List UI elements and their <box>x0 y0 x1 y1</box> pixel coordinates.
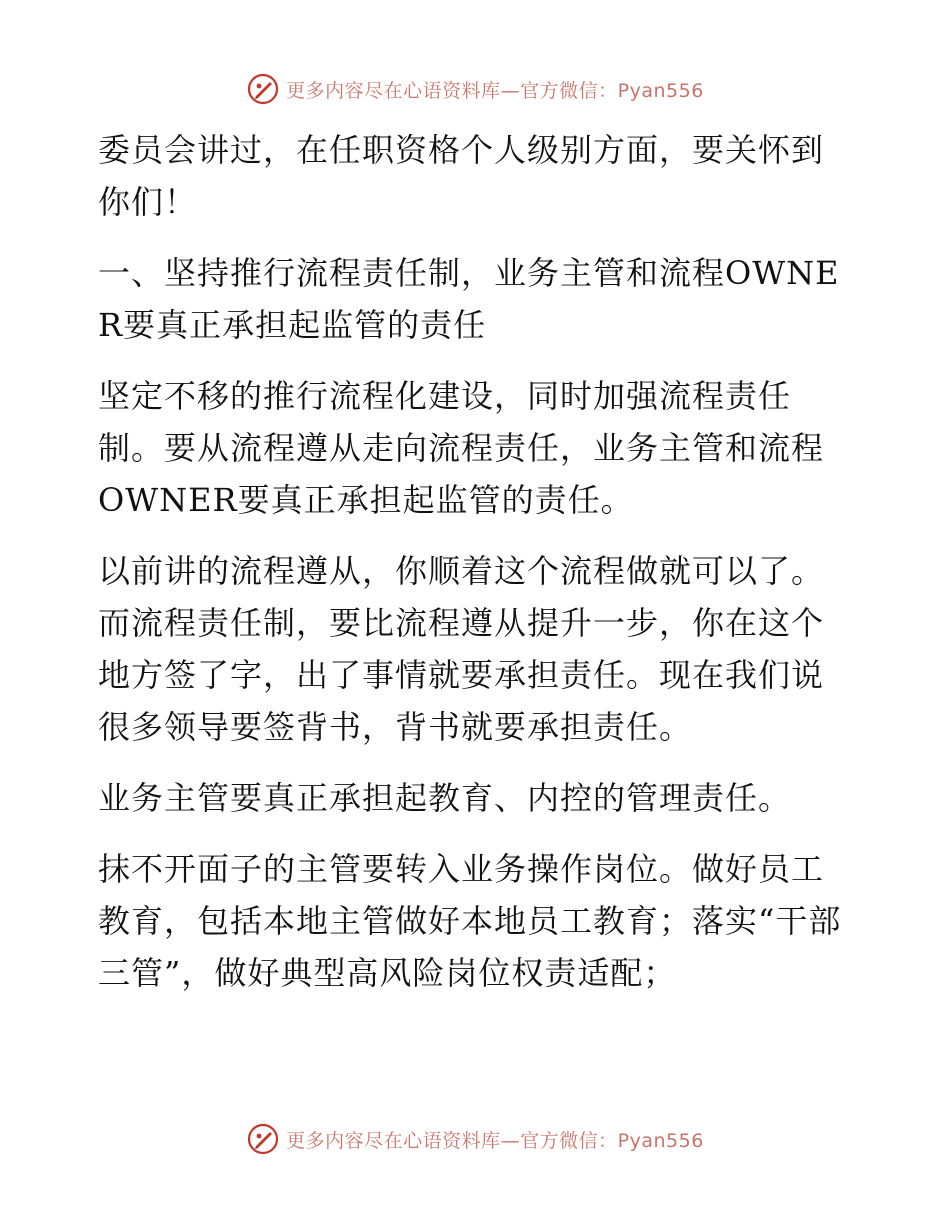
document-body <box>98 124 850 1018</box>
header-banner-text: 更多内容尽在心语资料库—官方微信：Pyan556 <box>286 79 704 102</box>
pen-logo-icon <box>246 72 280 106</box>
pen-logo-icon <box>246 1122 280 1156</box>
paragraph-4: 业务主管要真正承担起教育、内控的管理责任。 <box>98 779 792 817</box>
paragraph-5: 抹不开面子的主管要转入业务操作岗位。做好员工教育，包括本地主管做好本地员工教育；落实“干部三管”，做好典型高风险岗位权责适配； <box>98 850 842 992</box>
section-heading-1: 一、坚持推行流程责任制，业务主管和流程OWNER要真正承担起监管的责任 <box>98 254 840 344</box>
header-banner <box>0 72 950 106</box>
paragraph-2: 坚定不移的推行流程化建设，同时加强流程责任制。要从流程遵从走向流程责任，业务主管和流程OWNER要真正承担起监管的责任。 <box>98 377 825 519</box>
footer-banner-text: 更多内容尽在心语资料库—官方微信：Pyan556 <box>286 1129 704 1152</box>
footer-banner <box>0 1122 950 1156</box>
paragraph-3: 以前讲的流程遵从，你顺着这个流程做就可以了。而流程责任制，要比流程遵从提升一步，你在这个地方签了字，出了事情就要承担责任。现在我们说很多领导要签背书，背书就要承担责任。 <box>98 552 825 746</box>
paragraph-1: 委员会讲过，在任职资格个人级别方面，要关怀到你们！ <box>98 131 825 221</box>
